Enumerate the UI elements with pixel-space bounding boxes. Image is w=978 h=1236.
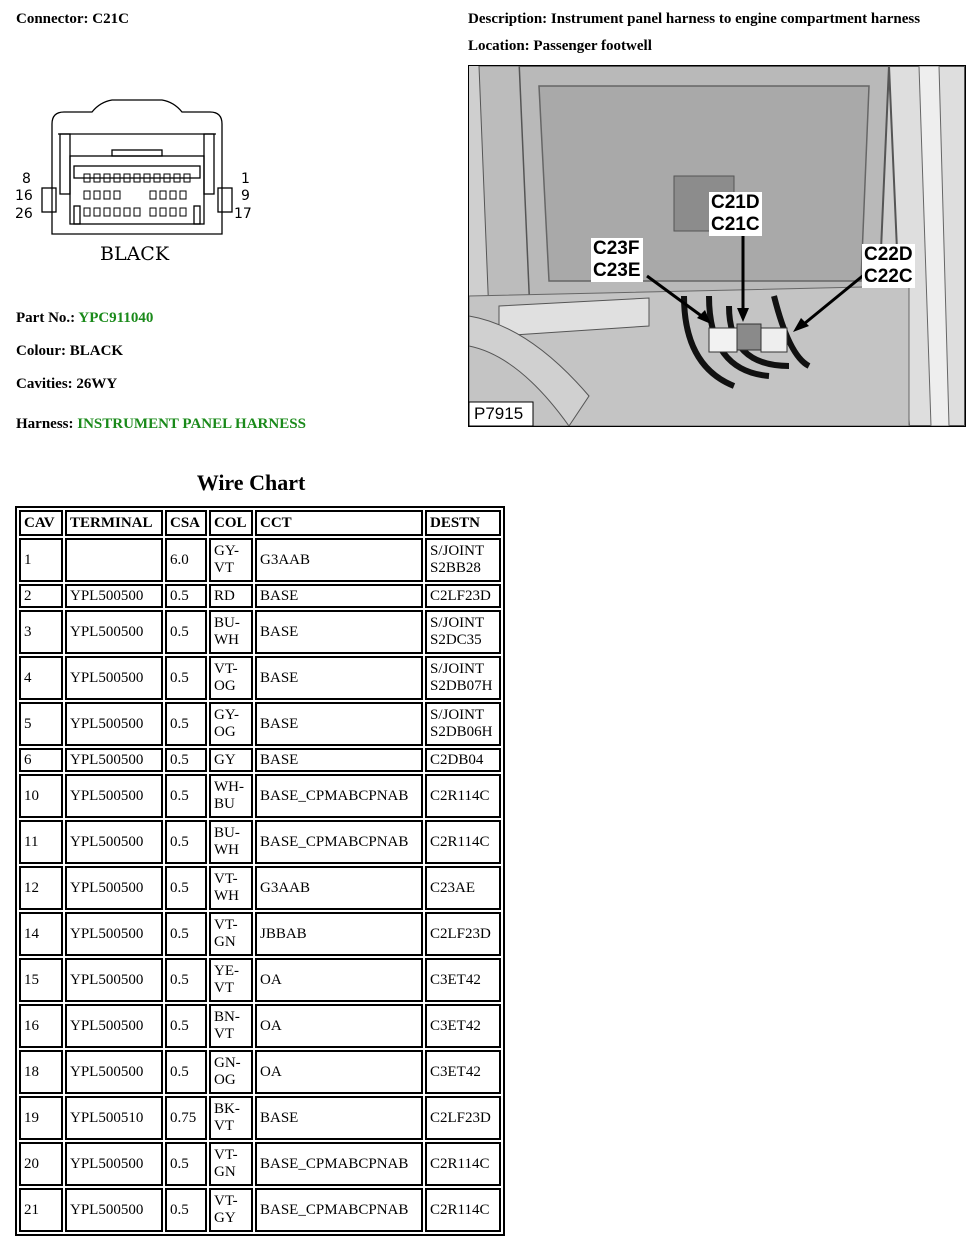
harness-link[interactable]: INSTRUMENT PANEL HARNESS — [77, 416, 306, 432]
table-row — [19, 1142, 501, 1186]
location-label: Location: Passenger footwell — [468, 38, 652, 54]
part-no-row — [16, 310, 153, 327]
cell-terminal: YPL500500 — [65, 702, 163, 746]
cell-cct: BASE_CPMABCPNAB — [255, 774, 423, 818]
callout-c21 — [709, 192, 762, 236]
cell-destn: C2LF23D — [425, 912, 501, 956]
part-no-label: Part No.: — [16, 310, 76, 326]
callout-c23f: C23F — [593, 238, 640, 259]
cavities-label: Cavities: — [16, 376, 73, 392]
cell-cct: G3AAB — [255, 866, 423, 910]
cell-csa: 0.5 — [165, 912, 207, 956]
wire-chart-title: Wire Chart — [196, 470, 306, 495]
cell-terminal: YPL500500 — [65, 610, 163, 654]
cell-destn: S/JOINT S2DB06H — [425, 702, 501, 746]
cell-cav: 19 — [19, 1096, 63, 1140]
description-label: Description: Instrument panel harness to engine compartment harness — [468, 11, 921, 27]
cell-col: RD — [209, 584, 253, 608]
connector-label: Connector: C21C — [16, 11, 129, 27]
callout-c21d: C21D — [711, 192, 760, 213]
table-row — [19, 1004, 501, 1048]
table-row — [19, 958, 501, 1002]
cell-col: VT-GN — [209, 912, 253, 956]
cell-col: GY-VT — [209, 538, 253, 582]
table-row — [19, 702, 501, 746]
cell-csa: 0.5 — [165, 584, 207, 608]
cell-destn: C2R114C — [425, 820, 501, 864]
cell-cav: 20 — [19, 1142, 63, 1186]
pin-label-1: 1 — [241, 171, 250, 187]
cell-destn: C2R114C — [425, 1188, 501, 1232]
table-row — [19, 538, 501, 582]
cell-terminal: YPL500500 — [65, 866, 163, 910]
cell-terminal: YPL500500 — [65, 1050, 163, 1094]
cell-cct: BASE — [255, 656, 423, 700]
cell-col: YE-VT — [209, 958, 253, 1002]
cell-col: BU-WH — [209, 610, 253, 654]
cell-col: WH-BU — [209, 774, 253, 818]
callout-c22d: C22D — [864, 244, 913, 265]
harness-row — [16, 416, 306, 433]
part-no-link[interactable]: YPC911040 — [78, 310, 154, 326]
cell-csa: 6.0 — [165, 538, 207, 582]
cell-csa: 0.5 — [165, 1188, 207, 1232]
cell-destn: C3ET42 — [425, 958, 501, 1002]
cell-cav: 21 — [19, 1188, 63, 1232]
cell-col: VT-GY — [209, 1188, 253, 1232]
cell-terminal: YPL500500 — [65, 656, 163, 700]
cell-csa: 0.5 — [165, 958, 207, 1002]
cell-destn: C2R114C — [425, 774, 501, 818]
cell-cct: BASE — [255, 702, 423, 746]
cell-col: GY — [209, 748, 253, 772]
connector-colour-text: BLACK — [100, 243, 170, 265]
cell-csa: 0.5 — [165, 610, 207, 654]
colour-row — [16, 343, 123, 360]
cell-cct: OA — [255, 958, 423, 1002]
cell-col: GY-OG — [209, 702, 253, 746]
header-destn: DESTN — [425, 510, 501, 536]
pin-label-16: 16 — [15, 188, 33, 204]
cell-destn: C3ET42 — [425, 1004, 501, 1048]
cell-csa: 0.5 — [165, 866, 207, 910]
table-row — [19, 866, 501, 910]
cell-csa: 0.5 — [165, 1050, 207, 1094]
cell-destn: S/JOINT S2BB28 — [425, 538, 501, 582]
cell-destn: S/JOINT S2DB07H — [425, 656, 501, 700]
table-row — [19, 748, 501, 772]
cavities-row — [16, 376, 117, 393]
table-row — [19, 1188, 501, 1232]
cell-terminal: YPL500510 — [65, 1096, 163, 1140]
cell-terminal: YPL500500 — [65, 584, 163, 608]
cell-col: VT-OG — [209, 656, 253, 700]
cell-terminal: YPL500500 — [65, 912, 163, 956]
cell-csa: 0.5 — [165, 774, 207, 818]
cell-cav: 1 — [19, 538, 63, 582]
cell-terminal: YPL500500 — [65, 748, 163, 772]
cell-cct: BASE — [255, 748, 423, 772]
cell-cct: BASE_CPMABCPNAB — [255, 1142, 423, 1186]
cell-destn: C2R114C — [425, 1142, 501, 1186]
cell-destn: S/JOINT S2DC35 — [425, 610, 501, 654]
cell-col: GN-OG — [209, 1050, 253, 1094]
pin-label-9: 9 — [241, 188, 250, 204]
header-terminal: TERMINAL — [65, 510, 163, 536]
cell-cav: 14 — [19, 912, 63, 956]
cell-terminal: YPL500500 — [65, 1142, 163, 1186]
pin-label-17: 17 — [234, 206, 252, 222]
callout-c21c: C21C — [711, 214, 760, 235]
cell-col: BK-VT — [209, 1096, 253, 1140]
table-row — [19, 1050, 501, 1094]
cell-cct: JBBAB — [255, 912, 423, 956]
header-cav: CAV — [19, 510, 63, 536]
cell-terminal: YPL500500 — [65, 774, 163, 818]
cell-cct: OA — [255, 1050, 423, 1094]
cell-col: BN-VT — [209, 1004, 253, 1048]
cell-destn: C2LF23D — [425, 1096, 501, 1140]
pin-label-8: 8 — [22, 171, 31, 187]
cell-cav: 4 — [19, 656, 63, 700]
cell-csa: 0.5 — [165, 1004, 207, 1048]
header-csa: CSA — [165, 510, 207, 536]
cell-terminal: YPL500500 — [65, 1004, 163, 1048]
pin-label-26: 26 — [15, 206, 33, 222]
cell-cav: 10 — [19, 774, 63, 818]
table-row — [19, 774, 501, 818]
cell-col: VT-GN — [209, 1142, 253, 1186]
cell-cct: BASE_CPMABCPNAB — [255, 1188, 423, 1232]
table-row — [19, 584, 501, 608]
cavities-value: 26WY — [76, 376, 118, 392]
cell-cct: BASE — [255, 584, 423, 608]
cell-cct: OA — [255, 1004, 423, 1048]
cell-cav: 16 — [19, 1004, 63, 1048]
wire-chart-table — [15, 506, 505, 1236]
connector-face-diagram — [12, 94, 262, 274]
wire-chart-header — [19, 510, 501, 536]
cell-csa: 0.5 — [165, 656, 207, 700]
cell-col: BU-WH — [209, 820, 253, 864]
callout-c23 — [591, 238, 643, 282]
colour-label: Colour: — [16, 343, 66, 359]
cell-cav: 18 — [19, 1050, 63, 1094]
harness-label: Harness: — [16, 416, 74, 432]
cell-cav: 3 — [19, 610, 63, 654]
cell-cav: 11 — [19, 820, 63, 864]
cell-csa: 0.5 — [165, 1142, 207, 1186]
photo-reference: P7915 — [474, 404, 524, 423]
callout-c22c: C22C — [864, 266, 913, 287]
cell-cct: G3AAB — [255, 538, 423, 582]
colour-value: BLACK — [69, 343, 124, 359]
cell-cct: BASE — [255, 1096, 423, 1140]
cell-cav: 5 — [19, 702, 63, 746]
cell-destn: C23AE — [425, 866, 501, 910]
table-row — [19, 1096, 501, 1140]
cell-destn: C2DB04 — [425, 748, 501, 772]
callout-c22 — [862, 244, 915, 288]
cell-cav: 2 — [19, 584, 63, 608]
cell-csa: 0.75 — [165, 1096, 207, 1140]
table-row — [19, 820, 501, 864]
cell-terminal: YPL500500 — [65, 1188, 163, 1232]
table-row — [19, 912, 501, 956]
cell-destn: C2LF23D — [425, 584, 501, 608]
cell-cav: 15 — [19, 958, 63, 1002]
table-row — [19, 656, 501, 700]
cell-csa: 0.5 — [165, 748, 207, 772]
cell-csa: 0.5 — [165, 820, 207, 864]
cell-terminal: YPL500500 — [65, 820, 163, 864]
table-row — [19, 610, 501, 654]
cell-csa: 0.5 — [165, 702, 207, 746]
callout-c23e: C23E — [593, 260, 641, 281]
cell-cav: 6 — [19, 748, 63, 772]
cell-cct: BASE — [255, 610, 423, 654]
header-col: COL — [209, 510, 253, 536]
cell-cav: 12 — [19, 866, 63, 910]
location-photo — [468, 65, 966, 427]
cell-terminal — [65, 538, 163, 582]
header-cct: CCT — [255, 510, 423, 536]
cell-col: VT-WH — [209, 866, 253, 910]
cell-terminal: YPL500500 — [65, 958, 163, 1002]
cell-destn: C3ET42 — [425, 1050, 501, 1094]
cell-cct: BASE_CPMABCPNAB — [255, 820, 423, 864]
